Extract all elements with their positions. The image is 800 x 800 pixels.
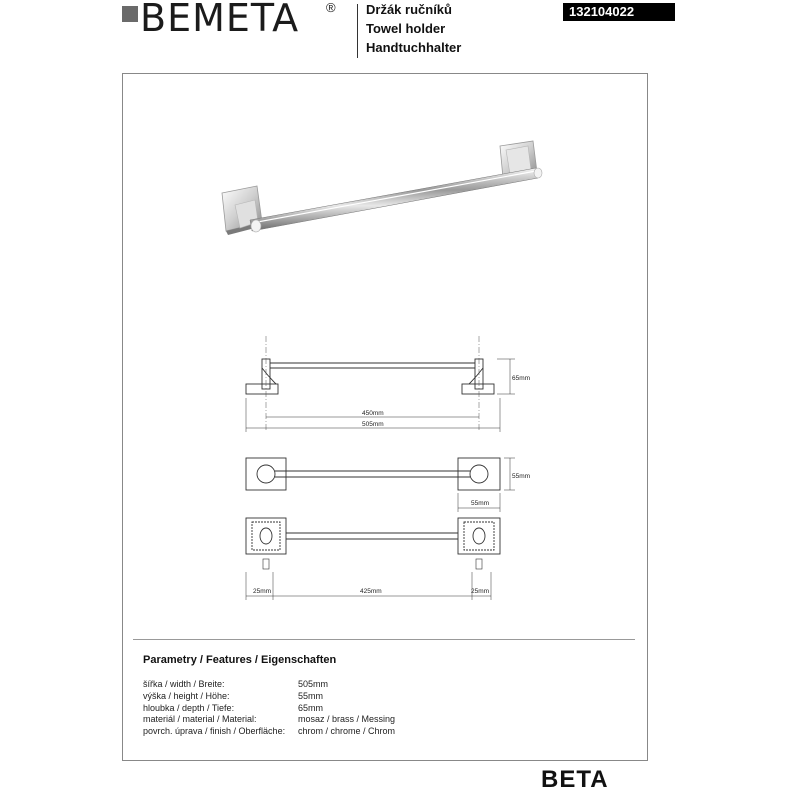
dim-inner-width-450: 450mm: [362, 410, 384, 417]
section-divider: [133, 639, 635, 640]
feature-value-depth: 65mm: [298, 703, 324, 713]
mounting-view-dimensions: [246, 572, 491, 600]
feature-value-height: 55mm: [298, 691, 324, 701]
feature-label-height: výška / height / Höhe:: [143, 691, 230, 701]
title-german: Handtuchhalter: [366, 40, 462, 55]
feature-label-finish: povrch. úprava / finish / Oberfläche:: [143, 726, 286, 736]
feature-value-finish: chrom / chrome / Chrom: [298, 726, 396, 736]
title-english: Towel holder: [366, 21, 446, 36]
product-photo: [222, 141, 542, 235]
features-heading: Parametry / Features / Eigenschaften: [143, 654, 337, 666]
dim-right-offset-25: 25mm: [471, 588, 490, 595]
series-name: BETA: [541, 766, 609, 793]
front-view-drawing: [246, 458, 500, 490]
side-view-drawing: [246, 359, 494, 394]
dim-left-offset-25: 25mm: [253, 588, 272, 595]
feature-label-depth: hloubka / depth / Tiefe:: [143, 703, 235, 713]
feature-label-material: materiál / material / Material:: [143, 714, 257, 724]
dim-height-65: 65mm: [512, 375, 531, 382]
product-code: 132104022: [563, 3, 675, 21]
title-czech: Držák ručníků: [366, 2, 452, 17]
dim-hole-spacing-425: 425mm: [360, 588, 382, 595]
brand-logo: BEMETA: [140, 0, 300, 40]
dim-outer-width-505: 505mm: [362, 421, 384, 428]
feature-value-width: 505mm: [298, 679, 329, 689]
feature-value-material: mosaz / brass / Messing: [298, 714, 396, 724]
registered-mark: ®: [326, 0, 336, 15]
dim-plate-width-55: 55mm: [471, 500, 490, 507]
feature-label-width: šířka / width / Breite:: [143, 679, 225, 689]
mounting-view-drawing: [246, 518, 500, 569]
dim-plate-height-55: 55mm: [512, 473, 531, 480]
